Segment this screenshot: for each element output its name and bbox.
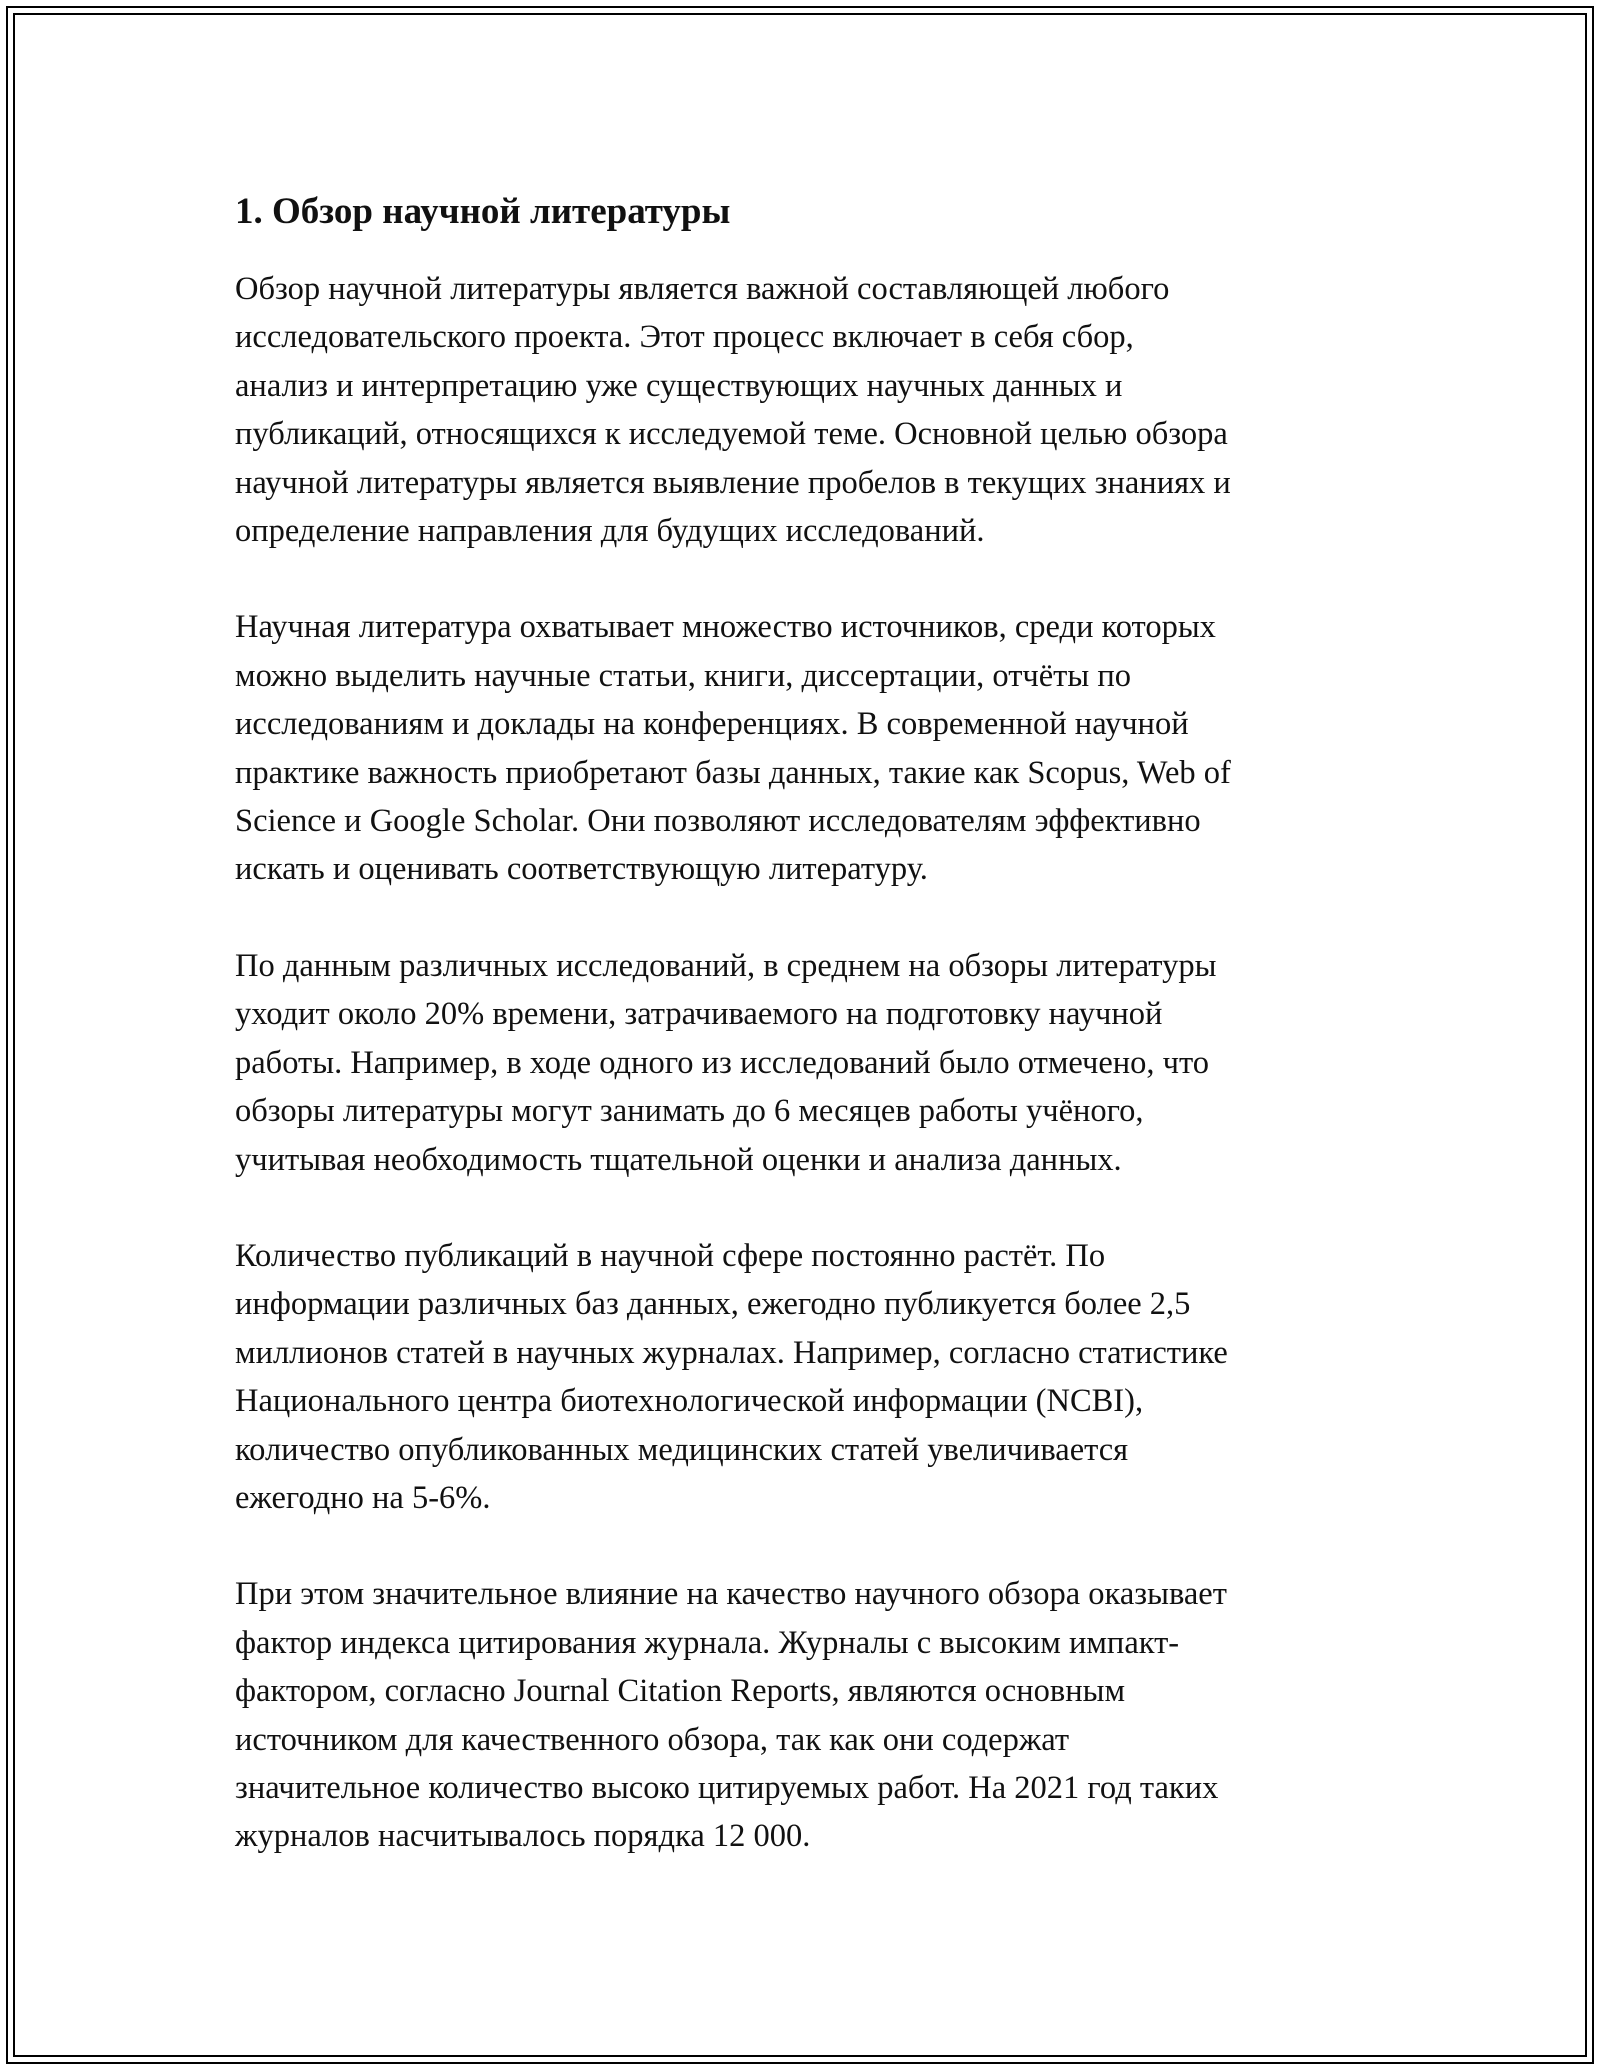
text-line: Национального центра биотехнологической информации (NCBI), — [235, 1383, 1144, 1420]
paragraph-list — [235, 265, 1375, 1861]
text-line: исследованиям и доклады на конференциях. В современной научной — [235, 706, 1189, 743]
text-line: Обзор научной литературы является важной составляющей любого — [235, 271, 1170, 307]
text-line: Science и Google Scholar. Они позволяют исследователям эффективно — [235, 803, 1201, 840]
paragraph-5 — [235, 1570, 1375, 1860]
text-line: исследовательского проекта. Этот процесс включает в себя сбор, — [235, 319, 1134, 356]
text-line: Научная литература охватывает множество источников, среди которых — [235, 609, 1216, 646]
document-body — [235, 185, 1375, 1909]
text-line: научной литературы является выявление пробелов в текущих знаниях и — [235, 464, 1231, 501]
text-line: фактором, согласно Journal Citation Reports, являются основным — [235, 1673, 1126, 1710]
text-line: миллионов статей в научных журналах. Например, согласно статистике — [235, 1334, 1228, 1371]
text-line: учитывая необходимость тщательной оценки и анализа данных. — [235, 1141, 1122, 1178]
text-line: Количество публикаций в научной сфере постоянно растёт. По — [235, 1237, 1106, 1274]
paragraph-2 — [235, 603, 1375, 893]
text-line: ежегодно на 5-6%. — [235, 1479, 491, 1516]
text-line: анализ и интерпретацию уже существующих научных данных и — [235, 367, 1123, 404]
text-line: При этом значительное влияние на качество научного обзора оказывает — [235, 1576, 1227, 1613]
text-line: количество опубликованных медицинских статей увеличивается — [235, 1431, 1129, 1468]
text-line: информации различных баз данных, ежегодно публикуется более 2,5 — [235, 1286, 1191, 1323]
paragraph-4 — [235, 1232, 1375, 1522]
text-line: фактор индекса цитирования журнала. Журналы с высоким импакт- — [235, 1624, 1180, 1661]
text-line: можно выделить научные статьи, книги, диссертации, отчёты по — [235, 657, 1131, 694]
text-line: уходит около 20% времени, затрачиваемого на подготовку научной — [235, 996, 1163, 1033]
text-line: По данным различных исследований, в среднем на обзоры литературы — [235, 947, 1217, 984]
text-line: обзоры литературы могут занимать до 6 месяцев работы учёного, — [235, 1093, 1144, 1130]
text-line: искать и оценивать соответствующую литературу. — [235, 851, 928, 888]
text-line: значительное количество высоко цитируемых работ. На 2021 год таких — [235, 1769, 1219, 1806]
text-line: журналов насчитывалось порядка 12 000. — [235, 1818, 811, 1855]
section-title: 1. Обзор научной литературы — [235, 191, 731, 232]
text-line: публикаций, относящихся к исследуемой теме. Основной целью обзора — [235, 416, 1228, 453]
paragraph-3 — [235, 942, 1375, 1184]
text-line: источником для качественного обзора, так как они содержат — [235, 1721, 1070, 1758]
paragraph-1 — [235, 265, 1375, 555]
text-line: работы. Например, в ходе одного из исследований было отмечено, что — [235, 1044, 1210, 1081]
text-line: практике важность приобретают базы данных, такие как Scopus, Web of — [235, 754, 1231, 791]
text-line: определение направления для будущих исследований. — [235, 513, 985, 550]
